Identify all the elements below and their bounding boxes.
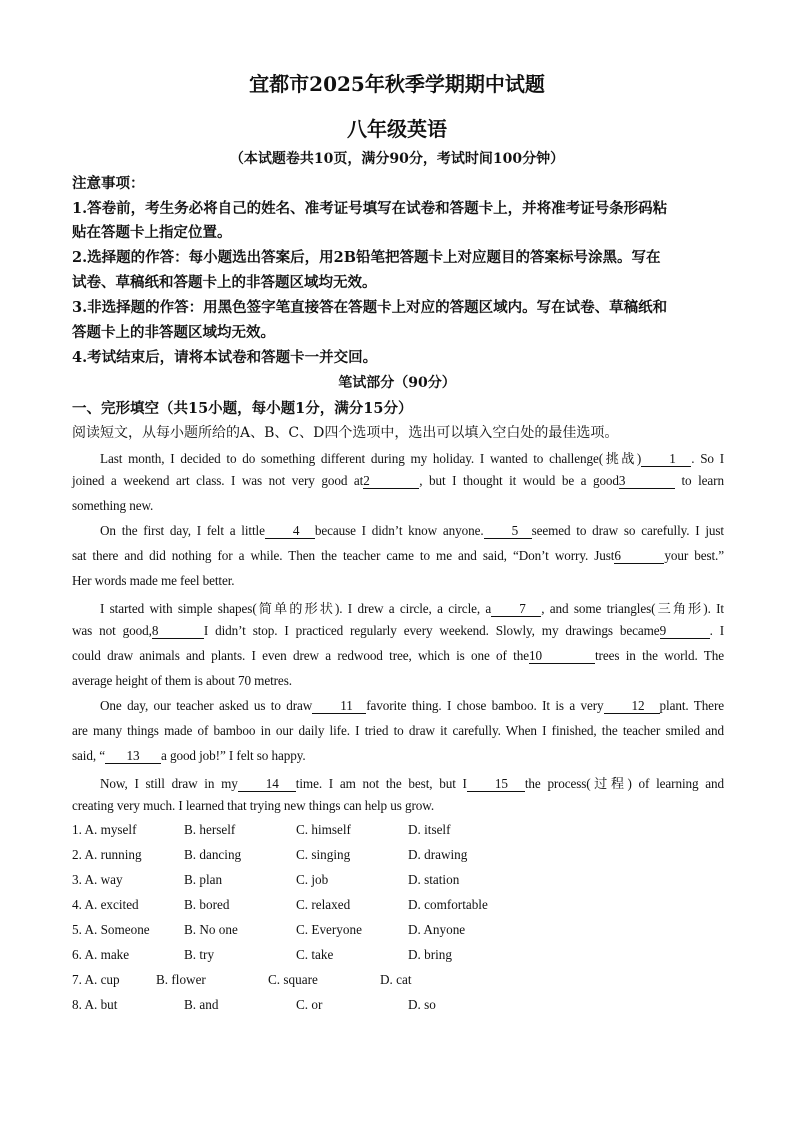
passage-line: average height of them is about 70 metres. [72, 673, 292, 688]
blank-14[interactable]: 14 [238, 777, 296, 792]
passage-line [72, 448, 724, 467]
passage-line [72, 698, 724, 714]
blank-13[interactable]: 13 [105, 749, 161, 764]
blank-10[interactable]: 10 [529, 649, 595, 664]
passage-text: because I didn’t know anyone. [314, 523, 484, 538]
instruction: 阅读短文，从每小题所给的A、B、C、D四个选项中，选出可以填入空白处的最佳选项。 [72, 425, 619, 441]
blank-7[interactable]: 7 [491, 602, 541, 617]
blank-3[interactable]: 3 [619, 474, 675, 489]
passage-text: I didn’t stop. I practiced regularly every weekend. Slowly, my drawings became [203, 623, 660, 638]
option-a[interactable]: 1. A. myself [72, 822, 137, 837]
exam-info: （本试题卷共10页，满分90分，考试时间100分钟） [229, 151, 565, 167]
option-d[interactable]: D. comfortable [408, 897, 488, 912]
passage-line [72, 598, 724, 617]
passage-line [72, 648, 724, 664]
passage-line [72, 523, 724, 539]
option-b[interactable]: B. flower [156, 972, 206, 987]
passage-line: something new. [72, 498, 154, 513]
option-d[interactable]: D. so [408, 997, 436, 1012]
option-a[interactable]: 3. A. way [72, 872, 123, 887]
passage-line [72, 548, 724, 564]
blank-8[interactable]: 8 [152, 624, 204, 639]
blank-12[interactable]: 12 [604, 699, 660, 714]
option-c[interactable]: C. or [296, 997, 323, 1012]
option-c[interactable]: C. Everyone [296, 922, 362, 937]
option-d[interactable]: D. cat [380, 972, 412, 987]
option-b[interactable]: B. No one [184, 922, 238, 937]
blank-5[interactable]: 5 [484, 524, 532, 539]
passage-text: , and some triangles(三角形). It [541, 601, 724, 616]
option-b[interactable]: B. try [184, 947, 215, 962]
blank-15[interactable]: 15 [467, 777, 525, 792]
passage-text: I started with simple shapes(简单的形状). I drew a circle, a circle, a [100, 601, 492, 616]
option-a[interactable]: 2. A. running [72, 847, 142, 862]
passage-text: to learn [681, 473, 724, 488]
option-d[interactable]: D. bring [408, 947, 452, 962]
option-d[interactable]: D. station [408, 872, 460, 887]
exam-title: 宜都市2025年秋季学期期中试题 [249, 72, 545, 96]
option-b[interactable]: B. plan [184, 872, 223, 887]
passage-text: Now, I still draw in my [100, 776, 238, 791]
passage-text: the process(过程) of learning and [524, 776, 725, 791]
notice-line: 答题卡上的非答题区域均无效。 [72, 324, 275, 341]
option-d[interactable]: D. drawing [408, 847, 468, 862]
passage-text: sat there and did nothing for a while. Then the teacher came to me and said, “Don’t worry. Just [72, 548, 615, 563]
option-c[interactable]: C. job [296, 872, 329, 887]
blank-9[interactable]: 9 [660, 624, 710, 639]
passage-text: said, “ [72, 748, 105, 763]
option-c[interactable]: C. himself [296, 822, 351, 837]
passage-text: was not good, [72, 623, 152, 638]
passage-text: Last month, I decided to do something different during my holiday. I wanted to challenge(挑战) [100, 451, 642, 466]
notice-line: 4.考试结束后，请将本试卷和答题卡一并交回。 [72, 349, 378, 366]
passage-text: One day, our teacher asked us to draw [100, 698, 313, 713]
passage-line: Her words made me feel better. [72, 573, 235, 588]
notice-line: 3.非选择题的作答：用黑色签字笔直接答在答题卡上对应的答题区域内。写在试卷、草稿纸和 [72, 299, 668, 316]
exam-subject: 八年级英语 [347, 117, 447, 141]
option-b[interactable]: B. dancing [184, 847, 242, 862]
passage-text: plant. There [659, 698, 724, 713]
passage-text: . So I [691, 451, 724, 466]
option-c[interactable]: C. take [296, 947, 334, 962]
section-written: 笔试部分（90分） [338, 375, 456, 391]
option-a[interactable]: 5. A. Someone [72, 922, 150, 937]
blank-1[interactable]: 1 [641, 452, 691, 467]
option-a[interactable]: 8. A. but [72, 997, 118, 1012]
passage-line: creating very much. I learned that trying new things can help us grow. [72, 798, 435, 813]
passage-line: are many things made of bamboo in our daily life. I tried to draw it carefully. When I finished, the teacher smiled and [72, 723, 724, 738]
blank-2[interactable]: 2 [363, 474, 419, 489]
passage-text: , but I thought it would be a good [419, 473, 619, 488]
passage-line [72, 748, 724, 764]
notice-line: 贴在答题卡上指定位置。 [72, 224, 232, 241]
notice-heading: 注意事项： [72, 175, 145, 192]
option-a[interactable]: 4. A. excited [72, 897, 139, 912]
blank-6[interactable]: 6 [614, 549, 664, 564]
passage-text: a good job!” I felt so happy. [161, 748, 306, 763]
notice-line: 2.选择题的作答：每小题选出答案后，用2B铅笔把答题卡上对应题目的答案标号涂黑。写在 [72, 249, 661, 266]
passage-text: . I [709, 623, 725, 638]
notice-line: 1.答卷前，考生务必将自己的姓名、准考证号填写在试卷和答题卡上，并将准考证号条形码粘 [72, 200, 668, 217]
part-heading: 一、完形填空（共15小题，每小题1分，满分15分） [72, 400, 413, 417]
passage-text: your best.” [664, 548, 725, 563]
option-d[interactable]: D. itself [408, 822, 451, 837]
passage-line [72, 773, 724, 792]
option-b[interactable]: B. bored [184, 897, 230, 912]
passage-text: trees in the world. The [594, 648, 724, 663]
blank-4[interactable]: 4 [265, 524, 315, 539]
passage-text: favorite thing. I chose bamboo. It is a very [366, 698, 604, 713]
passage-text: could draw animals and plants. I even drew a redwood tree, which is one of the [72, 648, 529, 663]
passage-text: joined a weekend art class. I was not very good at [72, 473, 364, 488]
passage-text: seemed to draw so carefully. I just [531, 523, 724, 538]
passage-text: time. I am not the best, but I [295, 776, 467, 791]
option-b[interactable]: B. herself [184, 822, 236, 837]
blank-11[interactable]: 11 [312, 699, 366, 714]
notice-line: 试卷、草稿纸和答题卡上的非答题区域均无效。 [72, 274, 377, 291]
passage-line [72, 623, 724, 639]
option-a[interactable]: 7. A. cup [72, 972, 120, 987]
option-b[interactable]: B. and [184, 997, 219, 1012]
option-c[interactable]: C. square [268, 972, 318, 987]
passage-text: On the first day, I felt a little [100, 523, 265, 538]
option-d[interactable]: D. Anyone [408, 922, 466, 937]
option-a[interactable]: 6. A. make [72, 947, 130, 962]
option-c[interactable]: C. singing [296, 847, 351, 862]
option-c[interactable]: C. relaxed [296, 897, 351, 912]
passage-line [72, 473, 724, 489]
